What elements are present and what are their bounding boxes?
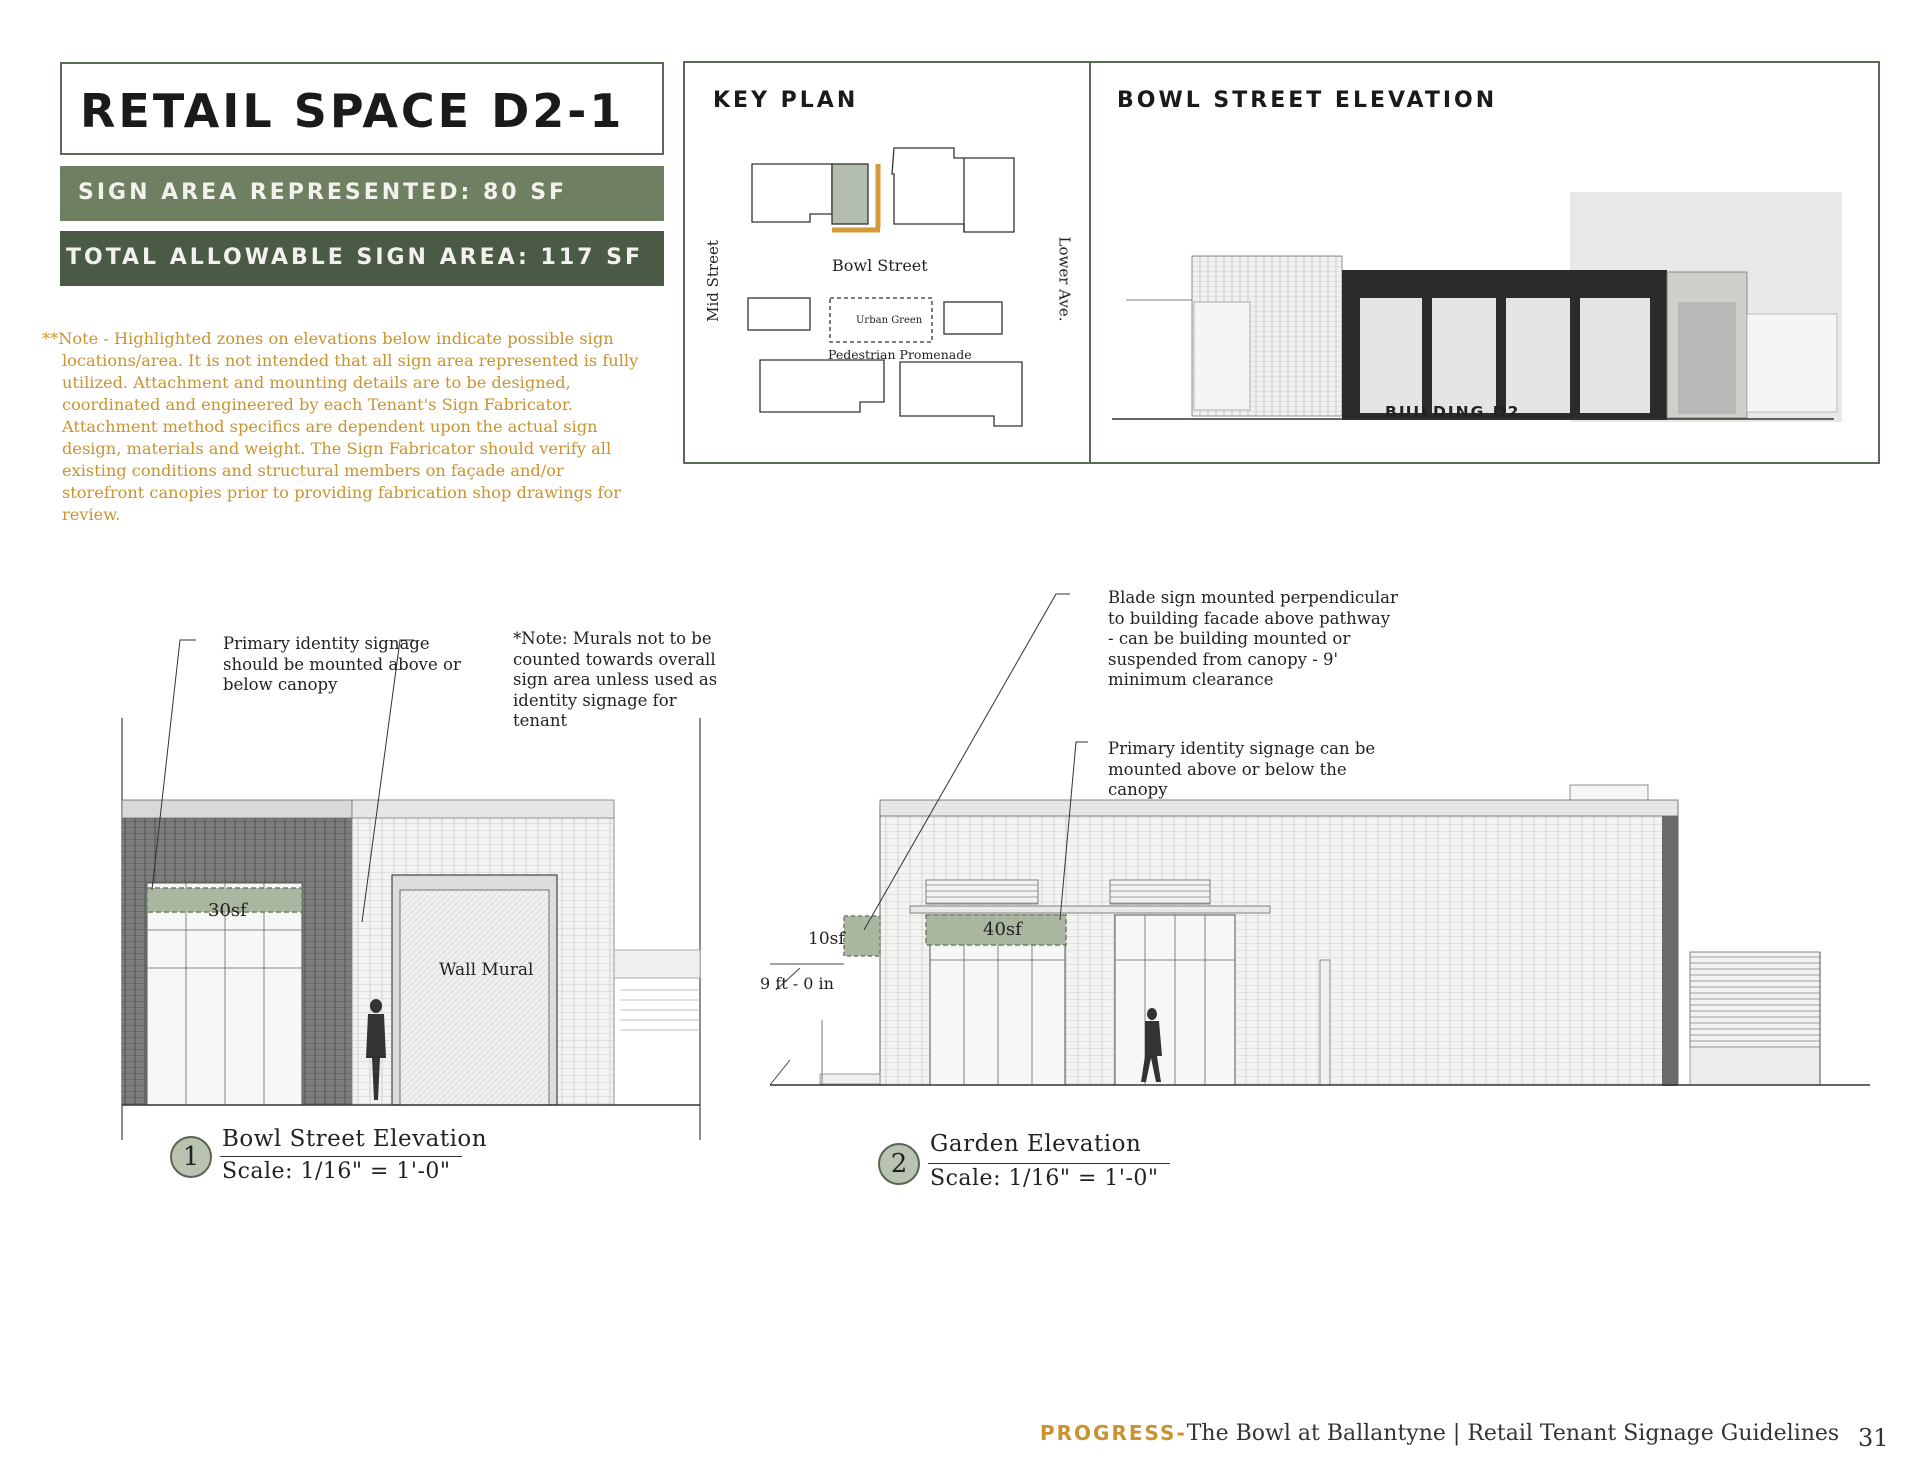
elevation-2-scale: Scale: 1/16" = 1'-0"	[930, 1166, 1159, 1191]
key-plan-urban-green: Urban Green	[856, 315, 923, 326]
highlight-note-text: **Note - Highlighted zones on elevations below indicate possible sign locations/area. It is not intended that all sign area represented is fully utilized. Attachment and mounting details are to be designed, coordinated and engineered by each Tenant's Sign Fabricator. Attachment method specifics are dependent upon the actual sign design, materials and weight. The Sign Fabricator should verify all existing conditions and structural members on façade and/or storefront canopies prior to providing fabrication shop drawings for review.	[42, 329, 639, 524]
elevation-1-title: Bowl Street Elevation	[222, 1126, 488, 1152]
retail-space-highlight	[832, 164, 868, 224]
key-plan-title: KEY PLAN	[713, 88, 859, 113]
key-plan-mid-street: Mid Street	[703, 240, 722, 322]
sign-zone-30sf-label: 30sf	[208, 900, 247, 921]
blade-sign-10sf-label: 10sf	[808, 929, 845, 949]
page-title: RETAIL SPACE D2-1	[80, 84, 625, 138]
footer	[1040, 1420, 1839, 1446]
blade-sign-zone-10sf	[844, 916, 880, 956]
sign-zone-40sf-label: 40sf	[983, 919, 1022, 940]
panel-divider	[1089, 61, 1091, 464]
total-allowable-sign-area-bar	[60, 231, 664, 286]
footer-brand: PROGRESS-	[1040, 1421, 1187, 1445]
sign-area-represented-bar	[60, 166, 664, 221]
elevation-2-rule	[928, 1163, 1170, 1164]
key-plan-bowl-street: Bowl Street	[832, 256, 928, 275]
key-plan-lower-ave: Lower Ave.	[1055, 236, 1074, 322]
annotation-mural-note: *Note: Murals not to be counted towards overall sign area unless used as identity signage for tenant	[513, 629, 718, 730]
elevation-2-title: Garden Elevation	[930, 1131, 1142, 1157]
elevation-1-rule	[220, 1156, 462, 1157]
clearance-label: 9 ft - 0 in	[760, 974, 834, 993]
annotation-primary-signage-2: Primary identity signage can be mounted above or below the canopy	[1108, 739, 1376, 799]
elevation-2-number: 2	[878, 1143, 920, 1185]
title-box	[60, 62, 664, 155]
wall-mural-label: Wall Mural	[439, 960, 534, 980]
key-plan-pedestrian-promenade: Pedestrian Promenade	[828, 347, 972, 362]
page-number: 31	[1858, 1424, 1889, 1452]
footer-text: The Bowl at Ballantyne | Retail Tenant Signage Guidelines	[1186, 1421, 1840, 1446]
bowl-street-elevation-drawing	[1092, 62, 1878, 462]
elevation-1-number: 1	[170, 1136, 212, 1178]
annotation-primary-signage-1: Primary identity signage should be mounted above or below canopy	[223, 634, 461, 694]
annotation-blade-sign: Blade sign mounted perpendicular to building facade above pathway - can be building mounted or suspended from canopy - 9' minimum clearance	[1108, 588, 1398, 689]
building-d2-label: BUILDING D2	[1385, 403, 1521, 421]
bowl-street-elevation-title: BOWL STREET ELEVATION	[1117, 88, 1498, 113]
elevation-1-scale: Scale: 1/16" = 1'-0"	[222, 1159, 451, 1184]
total-allowable-sign-area-text: TOTAL ALLOWABLE SIGN AREA: 117 SF	[66, 245, 643, 270]
highlight-note	[42, 328, 642, 526]
sign-area-represented-text: SIGN AREA REPRESENTED: 80 SF	[78, 180, 568, 205]
